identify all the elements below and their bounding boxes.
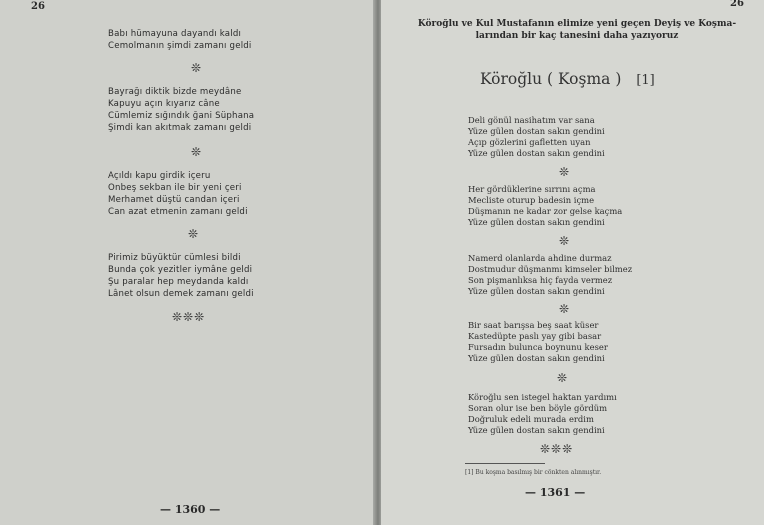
left-stanza-3: [108, 170, 248, 218]
verse-line: Can azat etmenin zamanı geldi: [108, 207, 248, 217]
verse-line: Açıldı kapu girdik içeru: [108, 171, 211, 181]
header-line: Köroğlu ve Kul Mustafanın elimize yeni geçen Deyiş ve Koşma-: [417, 19, 737, 29]
left-stanza-1: [108, 28, 252, 52]
left-stanza-4: [108, 252, 254, 300]
stanza-separator: ❊: [191, 145, 202, 159]
footnote: [1] Bu koşma basılmış bir cönkten alınmıştır.: [465, 469, 602, 476]
verse-line: Deli gönül nasihatım var sana: [468, 115, 595, 125]
right-top-number: 26: [730, 0, 744, 9]
poem-title: [480, 70, 655, 88]
verse-line: Babı hümayuna dayandı kaldı: [108, 29, 242, 39]
right-page-number: — 1361 —: [525, 486, 586, 499]
footnote-rule: [465, 463, 545, 464]
left-page-number: — 1360 —: [160, 503, 221, 516]
section-header: [398, 18, 756, 42]
verse-line: Yüze gülen dostan sakın gendini: [468, 126, 605, 136]
left-stanza-2: [108, 86, 254, 134]
verse-line: Merhamet düştü candan içeri: [108, 195, 240, 205]
verse-line: Soran olur ise ben böyle gördüm: [468, 403, 608, 413]
verse-line: Namerd olanlarda ahdine durmaz: [468, 253, 612, 263]
right-stanza-5: [468, 392, 617, 436]
left-top-number: 26: [31, 1, 45, 12]
verse-line: Yüze gülen dostan sakın gendini: [468, 425, 605, 435]
title-text: Köroğlu ( Koşma ): [480, 70, 622, 88]
verse-line: Şu paralar hep meydanda kaldı: [108, 277, 249, 287]
stanza-separator: ❊: [559, 302, 570, 316]
title-footnote-ref: [1]: [636, 73, 655, 88]
verse-line: Yüze gülen dostan sakın gendini: [468, 286, 605, 296]
right-stanza-2: [468, 184, 622, 228]
verse-line: Kastedüpte paslı yay gibi basar: [468, 331, 602, 341]
verse-line: Mecliste oturup badesin içme: [468, 195, 595, 205]
verse-line: Dostmudur düşmanmı kimseler bilmez: [468, 264, 633, 274]
verse-line: Bayrağı diktik bizde meydâne: [108, 87, 242, 97]
verse-line: Son pişmanlıksa hiç fayda vermez: [468, 275, 613, 285]
stanza-separator: ❊: [557, 371, 568, 385]
verse-line: Onbeş sekban ile bir yeni çeri: [108, 183, 242, 193]
verse-line: Yüze gülen dostan sakın gendini: [468, 148, 605, 158]
verse-line: Bir saat barışsa beş saat küser: [468, 320, 599, 330]
verse-line: Yüze gülen dostan sakın gendini: [468, 353, 605, 363]
verse-line: Cümlemiz sığındık ğani Süphana: [108, 111, 255, 121]
header-line: larından bir kaç tanesini daha yazıyoruz: [475, 31, 679, 41]
verse-line: Düşmanın ne kadar zor gelse kaçma: [468, 206, 623, 216]
verse-line: Pirimiz büyüktür cümlesi bildi: [108, 253, 241, 263]
right-stanza-4: [468, 320, 608, 364]
verse-line: Açıp gözlerini gafletten uyan: [468, 137, 591, 147]
stanza-separator: ❊: [559, 234, 570, 248]
verse-line: Her gördüklerine sırrını açma: [468, 184, 596, 194]
stanza-separator: ❊: [191, 61, 202, 75]
verse-line: Köroğlu sen istegel haktan yardımı: [468, 392, 617, 402]
verse-line: Fursadın bulunca boynunu keser: [468, 342, 608, 352]
verse-line: Cemolmanın şimdi zamanı geldi: [108, 41, 252, 51]
verse-line: Doğruluk edeli murada erdim: [468, 414, 594, 424]
verse-line: Şimdi kan akıtmak zamanı geldi: [108, 123, 252, 133]
right-stanza-1: [468, 115, 605, 159]
verse-line: Kapuyu açın kıyarız câne: [108, 99, 220, 109]
verse-line: Bunda çok yezitler iymâne geldi: [108, 265, 253, 275]
verse-line: Yüze gülen dostan sakın gendini: [468, 217, 605, 227]
end-mark: ❊❊❊: [172, 310, 206, 324]
stanza-separator: ❊: [188, 227, 199, 241]
end-mark: ❊❊❊: [540, 442, 574, 456]
verse-line: Lânet olsun demek zamanı geldi: [108, 289, 254, 299]
right-stanza-3: [468, 253, 632, 297]
stanza-separator: ❊: [559, 165, 570, 179]
